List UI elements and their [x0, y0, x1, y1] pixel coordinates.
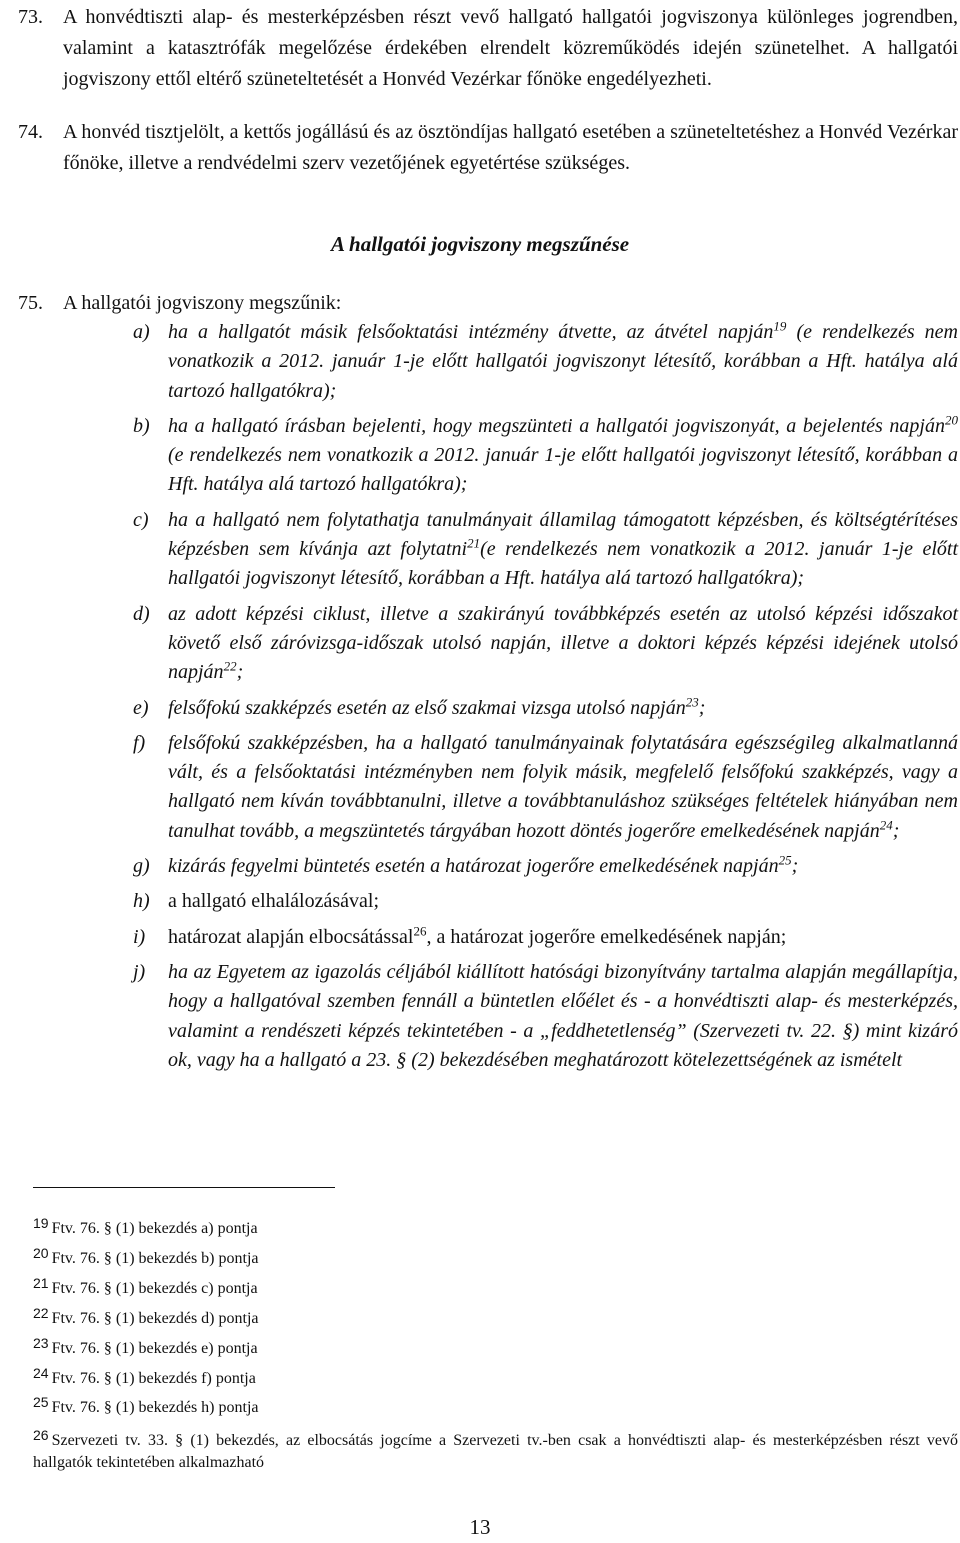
section-heading: A hallgatói jogviszony megszűnése	[330, 232, 630, 256]
item-letter: f)	[133, 731, 146, 754]
paragraph-75	[18, 288, 958, 319]
paragraph-number: 75.	[18, 292, 43, 314]
item-text: ;	[892, 819, 900, 842]
paragraph-text: A honvédtiszti alap- és mesterképzésben részt vevő hallgató hallgatói jogviszonya különleges jogrendben, valamint a katasztrófák megelőzése érdekében elrendelt közreműködés idején szünetelhet. A hallgatói jogviszony ettől eltérő szüneteltetését a Honvéd Vezérkar főnöke engedélyezheti.	[63, 6, 958, 90]
paragraph-number: 74.	[18, 121, 43, 143]
list-item	[133, 412, 958, 500]
footnote-ref: 21	[467, 535, 481, 551]
item-text: felsőfokú szakképzés esetén az első szakmai vizsga utolsó napján	[168, 696, 686, 719]
page-number: 13	[469, 1515, 491, 1539]
item-text: (e rendelkezés nem vonatkozik a 2012. január 1-je előtt hallgatói jogviszonyt létesítő, korábban a Hft. hatálya alá tartozó hallgatókra);	[168, 444, 958, 496]
list-item	[133, 318, 958, 406]
item-letter: a)	[133, 321, 150, 343]
item-text: ;	[236, 661, 244, 684]
item-text: kizárás fegyelmi büntetés esetén a határozat jogerőre emelkedésének napján	[168, 855, 779, 878]
footnote	[33, 1304, 958, 1334]
item-letter: i)	[133, 925, 146, 948]
item-text: ;	[698, 696, 706, 719]
footnote-number: 20	[33, 1244, 49, 1261]
item-list	[133, 318, 958, 1075]
footnote-text: Ftv. 76. § (1) bekezdés c) pontja	[51, 1279, 258, 1297]
item-letter: j)	[133, 960, 146, 983]
footnote-number: 26	[33, 1427, 49, 1444]
list-item	[133, 729, 958, 846]
item-text: felsőfokú szakképzésben, ha a hallgató tanulmányainak folytatására egészségileg alkalmatlanná vált, és a felsőoktatási intézményben nem folyik másik, megfelelő felsőfokú szakképzés, vagy a hallgató nem kíván továbbtanulni, illetve a továbbtanuláshoz szükséges feltételek hiányában nem tanulhat tovább, a megszüntetés tárgyában hozott döntés jogerőre emelkedésének napján	[168, 731, 958, 842]
footnote-text: Ftv. 76. § (1) bekezdés b) pontja	[51, 1249, 259, 1267]
footnote-ref: 26	[413, 922, 427, 938]
item-text: az adott képzési ciklust, illetve a szakirányú továbbképzés esetén az utolsó képzési időszakot követő első záróvizsga-időszak utolsó napján, illetve a doktori képzés képzési idejének utolsó napján	[168, 602, 958, 684]
item-text: (e rendelkezés nem vonatkozik a 2012. január 1-je előtt hallgatói jogviszonyt létesítő, korábban a Hft. hatálya alá tartozó hallgatókra);	[168, 538, 958, 590]
footnote-text: Szervezeti tv. 33. § (1) bekezdés, az elbocsátás jogcíme a Szervezeti tv.-ben csak a honvédtiszti alap- és mesterképzésben részt vevő hallgatók tekintetében alkalmazható	[33, 1432, 958, 1472]
footnote-text: Ftv. 76. § (1) bekezdés d) pontja	[51, 1309, 259, 1327]
footnote-text: Ftv. 76. § (1) bekezdés h) pontja	[51, 1399, 259, 1417]
item-text: ha a hallgatót másik felsőoktatási intézmény átvette, az átvétel napján	[168, 321, 774, 343]
item-letter: g)	[133, 855, 150, 878]
item-text: ha a hallgató nem folytathatja tanulmányait államilag támogatott képzésben, és költségtérítéses képzésben sem kívánja azt folytatni	[168, 508, 958, 561]
list-item	[133, 506, 958, 594]
footnote-ref: 23	[685, 693, 699, 709]
footnote	[33, 1214, 958, 1244]
footnote-ref: 20	[945, 412, 958, 428]
item-text: ha az Egyetem az igazolás céljából kiállított hatósági bizonyítvány tartalma alapján megállapítja, hogy a hallgatóval szemben fennáll a büntetlen előélet és - a honvédtiszti alap- és mesterképzés, valamint a rendészeti képzés tekintetében - a „feddhetetlenség” (Szervezeti tv. 22. §) mint kizáró ok, vagy ha a hallgató a 23. § (2) bekezdésében meghatározott kötelezettségének az ismételt	[168, 960, 958, 1071]
footnote-ref: 19	[773, 318, 787, 334]
list-item	[133, 887, 958, 916]
item-text: ha a hallgató írásban bejelenti, hogy megszünteti a hallgatói jogviszonyát, a bejelentés napján	[168, 414, 945, 437]
footnote-separator	[33, 1187, 335, 1188]
footnote-ref: 24	[879, 817, 893, 833]
item-letter: c)	[133, 508, 149, 531]
footnote-number: 25	[33, 1394, 49, 1411]
list-item	[133, 958, 958, 1075]
footnote-number: 22	[33, 1304, 49, 1321]
footnote	[33, 1364, 958, 1394]
footnote-number: 21	[33, 1274, 49, 1291]
item-letter: h)	[133, 890, 150, 913]
item-text: a hallgató elhalálozásával;	[168, 890, 380, 913]
list-item	[133, 600, 958, 688]
paragraph-73	[18, 2, 958, 95]
footnote	[33, 1429, 958, 1474]
item-text: (e rendelkezés nem vonatkozik a 2012. január 1-je előtt hallgatói jogviszonyt létesítő, korábban a Hft. hatálya alá tartozó hallgatókra);	[168, 321, 959, 402]
footnote	[33, 1274, 958, 1304]
list-item	[133, 852, 958, 881]
footnote-text: Ftv. 76. § (1) bekezdés f) pontja	[51, 1369, 256, 1387]
list-item	[133, 923, 958, 952]
item-letter: e)	[133, 696, 149, 719]
item-text: ;	[791, 855, 799, 878]
footnotes	[33, 1214, 958, 1474]
footnote	[33, 1244, 958, 1274]
paragraph-text: A hallgatói jogviszony megszűnik:	[63, 292, 342, 314]
paragraph-74	[18, 117, 958, 179]
footnote-number: 19	[33, 1215, 49, 1231]
footnote-ref: 25	[778, 852, 792, 868]
footnote-text: Ftv. 76. § (1) bekezdés e) pontja	[51, 1339, 258, 1357]
item-letter: b)	[133, 414, 150, 437]
footnote	[33, 1334, 958, 1364]
paragraph-number: 73.	[18, 6, 43, 28]
item-letter: d)	[133, 602, 150, 625]
list-item	[133, 694, 958, 723]
item-text: határozat alapján elbocsátással	[168, 925, 414, 948]
footnote	[33, 1393, 958, 1423]
footnote-text: Ftv. 76. § (1) bekezdés a) pontja	[51, 1220, 258, 1237]
footnote-ref: 22	[223, 658, 237, 674]
footnote-number: 23	[33, 1334, 49, 1351]
item-text: , a határozat jogerőre emelkedésének napján;	[426, 925, 787, 948]
paragraph-text: A honvéd tisztjelölt, a kettős jogállású és az ösztöndíjas hallgató esetében a szüneteltetéshez a Honvéd Vezérkar főnöke, illetve a rendvédelmi szerv vezetőjének egyetértése szükséges.	[63, 121, 958, 174]
footnote-number: 24	[33, 1364, 49, 1381]
